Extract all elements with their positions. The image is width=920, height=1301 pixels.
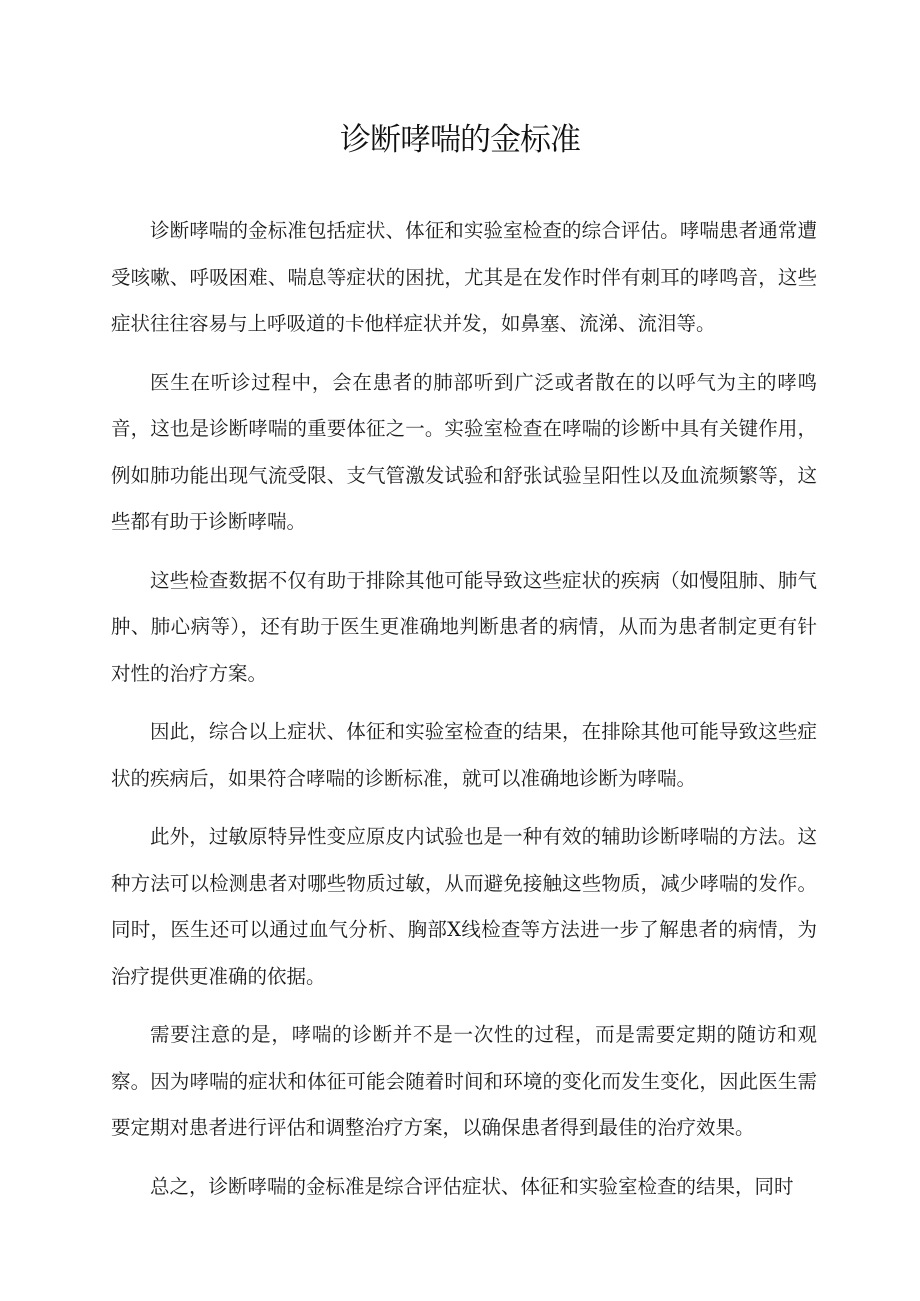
paragraph-5: 此外，过敏原特异性变应原皮内试验也是一种有效的辅助诊断哮喘的方法。这种方法可以检测患者对哪些物质过敏，从而避免接触这些物质，减少哮喘的发作。同时，医生还可以通过血气分析、胸部X线检查等方法进一步了解患者的病情，为治疗提供更准确的依据。 <box>111 825 817 988</box>
paragraph-2: 医生在听诊过程中，会在患者的肺部听到广泛或者散在的以呼气为主的哮鸣音，这也是诊断哮喘的重要体征之一。实验室检查在哮喘的诊断中具有关键作用，例如肺功能出现气流受限、支气管激发试验和舒张试验呈阳性以及血流频繁等，这些都有助于诊断哮喘。 <box>111 370 817 533</box>
paragraph-4: 因此，综合以上症状、体征和实验室检查的结果，在排除其他可能导致这些症状的疾病后，如果符合哮喘的诊断标准，就可以准确地诊断为哮喘。 <box>111 720 817 790</box>
document-body <box>111 208 817 1222</box>
paragraph-1: 诊断哮喘的金标准包括症状、体征和实验室检查的综合评估。哮喘患者通常遭受咳嗽、呼吸困难、喘息等症状的困扰，尤其是在发作时伴有刺耳的哮鸣音，这些症状往往容易与上呼吸道的卡他样症状并发，如鼻塞、流涕、流泪等。 <box>111 219 817 335</box>
paragraph-7: 总之，诊断哮喘的金标准是综合评估症状、体征和实验室检查的结果，同时 <box>150 1174 794 1198</box>
paragraph-6: 需要注意的是，哮喘的诊断并不是一次性的过程，而是需要定期的随访和观察。因为哮喘的症状和体征可能会随着时间和环境的变化而发生变化，因此医生需要定期对患者进行评估和调整治疗方案，以确保患者得到最佳的治疗效果。 <box>111 1023 817 1139</box>
paragraph-3: 这些检查数据不仅有助于排除其他可能导致这些症状的疾病（如慢阻肺、肺气肿、肺心病等），还有助于医生更准确地判断患者的病情，从而为患者制定更有针对性的治疗方案。 <box>111 568 817 685</box>
document-title: 诊断哮喘的金标准 <box>340 122 580 158</box>
